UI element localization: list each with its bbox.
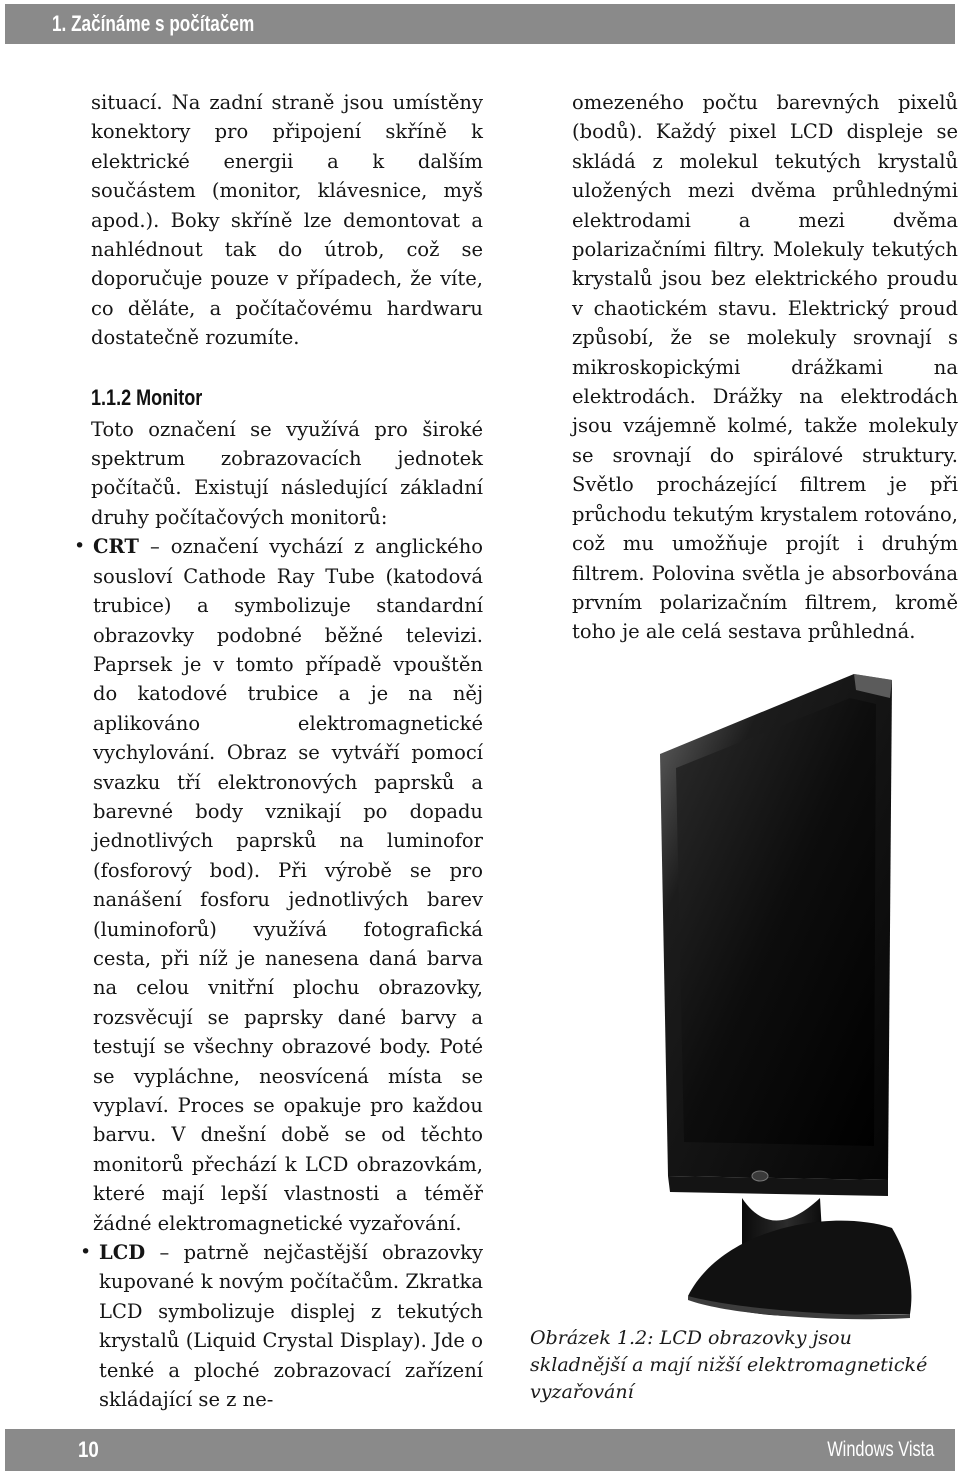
bullet-text: – patrně nejčastější obrazovky kupované k novým počítačům. Zkratka LCD symbolizuje displej z tekutých krystalů (Liquid Crystal Display). Jde o tenké a ploché zobrazovací zařízení skládající se z ne- bbox=[99, 1241, 483, 1412]
chapter-title: 1. Začínáme s počítačem bbox=[52, 11, 255, 36]
bullet-term: LCD bbox=[99, 1241, 146, 1265]
bullet-text: – označení vychází z anglického sousloví Cathode Ray Tube (katodová trubice) a symbolizuje standardní obrazovky podobné běžné televizi. Paprsek je v tomto případě vpouštěn do katodové trubice a je na něj aplikováno elektromagnetické vychylování. Obraz se vytváří pomocí svazku tří elektronových paprsků a barevné body vznikají po dopadu jednotlivých paprsků na luminofor (fosforový bod). Při výrobě se pro nanášení fosforu jednotlivých barev (luminoforů) využívá fotografická cesta, při níž je nanesena daná barva na celou vnitřní plochu obrazovky, rozsvěcují se paprsky dané barvy a testují se všechny obrazové body. Poté se vypláchne, neosvícená místa se vyplaví. Proces se opakuje pro každou barvu. V dnešní době se od těchto monitorů přechází k LCD obrazovkám, které mají lepší vlastnosti a téměř žádné elektromagnetické vyzařování. bbox=[93, 535, 483, 1235]
right-paragraph: omezeného počtu barevných pixelů (bodů). Každý pixel LCD displeje se skládá z molekul tekutých krystalů uložených mezi dvěma průhlednými elektrodami a mezi dvěma polarizačními filtry. Molekuly tekutých krystalů jsou bez elektrického proudu v chaotickém stavu. Elektrický proud způsobí, že se molekuly srovnají s mikroskopickými drážkami na elektrodách. Drážky na elektrodách jsou vzájemně kolmé, takže molekuly se srovnají do spirálové struktury. Světlo procházející filtrem je při průchodu tekutým krystalem rotováno, což mu umožňuje projít i druhým filtrem. Polovina světla je absorbována prvním polarizačním filtrem, kromě toho je ale celá sestava průhledná. bbox=[572, 91, 958, 644]
bullet-item-crt bbox=[74, 532, 483, 1238]
figure-caption: Obrázek 1.2: LCD obrazovky jsou skladnější a mají nižší elektromagnetické vyzařování bbox=[530, 1327, 928, 1403]
book-title: Windows Vista bbox=[826, 1438, 934, 1461]
section-heading: 1.1.2 Monitor bbox=[91, 384, 203, 410]
bullet-icon: • bbox=[80, 1241, 92, 1264]
right-text-column bbox=[572, 88, 958, 647]
bullet-icon: • bbox=[74, 535, 86, 558]
intro-paragraph: situací. Na zadní straně jsou umístěny konektory pro připojení skříně k elektrické energii a k dalším součástem (monitor, klávesnice, myš apod.). Boky skříně lze demontovat a nahlédnout tak do útrob, což se doporučuje pouze v případech, že víte, co děláte, a počítačovému hardwaru dostatečně rozumíte. bbox=[91, 91, 483, 350]
footer-bar bbox=[5, 1429, 955, 1471]
section-paragraph: Toto označení se využívá pro široké spektrum zobrazovacích jednotek počítačů. Existují následující základní druhy počítačových monitorů: bbox=[91, 417, 483, 529]
bullet-item-lcd bbox=[80, 1238, 483, 1414]
page-number: 10 bbox=[78, 1437, 99, 1462]
left-text-column bbox=[74, 88, 483, 1414]
bullet-term: CRT bbox=[93, 535, 139, 559]
lcd-monitor-photo-icon bbox=[592, 668, 932, 1320]
